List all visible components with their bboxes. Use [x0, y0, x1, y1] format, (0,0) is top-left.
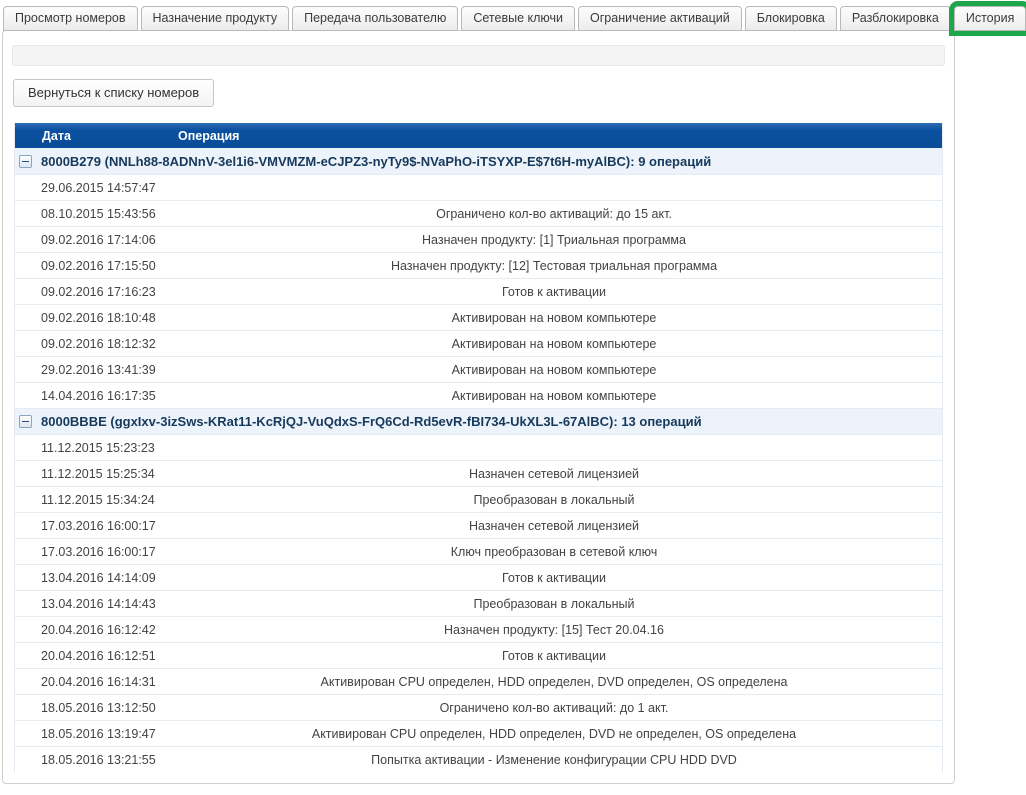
table-row [15, 642, 942, 668]
table-row [15, 382, 942, 408]
cell-operation: Готов к активации [501, 570, 607, 585]
cell-operation: Попытка активации - Изменение конфигурации CPU HDD DVD [371, 752, 737, 767]
cell-date: 14.04.2016 16:17:35 [41, 388, 156, 403]
cell-date: 29.06.2015 14:57:47 [41, 180, 156, 195]
cell-operation: Назначен продукту: [12] Тестовая триальная программа [390, 258, 718, 273]
content-panel [2, 30, 955, 784]
tab-4[interactable]: Сетевые ключи [461, 6, 575, 31]
cell-date: 09.02.2016 18:12:32 [41, 336, 156, 351]
table-row [15, 616, 942, 642]
table-row [15, 304, 942, 330]
cell-operation: Активирован на новом компьютере [451, 336, 657, 351]
tab-6[interactable]: Блокировка [745, 6, 837, 31]
collapse-minus-icon[interactable] [19, 155, 32, 168]
tab-8[interactable]: История [954, 6, 1026, 31]
grid-header-operation: Операция [178, 128, 240, 143]
back-to-list-button[interactable]: Вернуться к списку номеров [13, 79, 214, 107]
cell-date: 08.10.2015 15:43:56 [41, 206, 156, 221]
cell-operation: Активирован на новом компьютере [451, 310, 657, 325]
tab-3[interactable]: Передача пользователю [292, 6, 458, 31]
grid-header-row [15, 123, 942, 148]
cell-date: 29.02.2016 13:41:39 [41, 362, 156, 377]
cell-operation: Преобразован в локальный [473, 596, 635, 611]
cell-date: 11.12.2015 15:25:34 [41, 466, 155, 481]
cell-operation: Ключ преобразован в сетевой ключ [450, 544, 658, 559]
grid-body [15, 148, 942, 772]
tab-7[interactable]: Разблокировка [840, 6, 951, 31]
cell-operation: Активирован CPU определен, HDD определен, DVD не определен, OS определена [311, 726, 797, 741]
table-row [15, 694, 942, 720]
table-row [15, 226, 942, 252]
cell-date: 13.04.2016 14:14:43 [41, 596, 156, 611]
table-row [15, 356, 942, 382]
cell-date: 20.04.2016 16:12:42 [41, 622, 156, 637]
cell-operation: Ограничено кол-во активаций: до 1 акт. [439, 700, 669, 715]
table-row [15, 538, 942, 564]
table-row [15, 460, 942, 486]
cell-date: 18.05.2016 13:19:47 [41, 726, 156, 741]
cell-date: 17.03.2016 16:00:17 [41, 518, 156, 533]
tab-bar [0, 0, 1015, 31]
cell-operation: Готов к активации [501, 284, 607, 299]
group-row[interactable] [15, 148, 942, 174]
cell-date: 18.05.2016 13:12:50 [41, 700, 156, 715]
cell-date: 20.04.2016 16:14:31 [41, 674, 156, 689]
tab-2[interactable]: Назначение продукту [141, 6, 290, 31]
cell-operation: Готов к активации [501, 648, 607, 663]
group-title: 8000B279 (NNLh88-8ADNnV-3el1i6-VMVMZM-eCJPZ3-nyTy9$-NVaPhO-iTSYXP-E$7t6H-myAlBC): 9 операций [41, 153, 712, 169]
cell-date: 17.03.2016 16:00:17 [41, 544, 156, 559]
cell-operation: Назначен продукту: [15] Тест 20.04.16 [444, 622, 664, 637]
table-row [15, 278, 942, 304]
table-row [15, 434, 942, 460]
grid-header-date: Дата [42, 128, 71, 143]
cell-date: 09.02.2016 18:10:48 [41, 310, 156, 325]
history-grid [14, 123, 943, 772]
cell-date: 13.04.2016 14:14:09 [41, 570, 156, 585]
cell-date: 09.02.2016 17:15:50 [41, 258, 156, 273]
cell-date: 11.12.2015 15:23:23 [41, 440, 155, 455]
cell-operation: Активирован CPU определен, HDD определен, DVD определен, OS определена [320, 674, 788, 689]
table-row [15, 486, 942, 512]
table-row [15, 564, 942, 590]
table-row [15, 330, 942, 356]
cell-operation: Назначен сетевой лицензией [468, 466, 640, 481]
table-row [15, 512, 942, 538]
cell-operation: Ограничено кол-во активаций: до 15 акт. [436, 206, 672, 221]
cell-date: 11.12.2015 15:34:24 [41, 492, 155, 507]
table-row [15, 746, 942, 772]
table-row [15, 720, 942, 746]
cell-date: 09.02.2016 17:16:23 [41, 284, 156, 299]
cell-date: 20.04.2016 16:12:51 [41, 648, 156, 663]
cell-operation: Назначен продукту: [1] Триальная программа [422, 232, 686, 247]
collapse-minus-icon[interactable] [19, 415, 32, 428]
group-title: 8000BBBE (ggxIxv-3izSws-KRat11-KcRjQJ-VuQdxS-FrQ6Cd-Rd5evR-fBI734-UkXL3L-67AlBC): 13 операций [41, 414, 702, 429]
tab-5[interactable]: Ограничение активаций [578, 6, 742, 31]
cell-operation: Преобразован в локальный [473, 492, 635, 507]
table-row [15, 590, 942, 616]
group-row[interactable] [15, 408, 942, 434]
filter-strip [12, 45, 945, 66]
cell-date: 09.02.2016 17:14:06 [41, 232, 156, 247]
cell-operation: Активирован на новом компьютере [451, 388, 657, 403]
cell-date: 18.05.2016 13:21:55 [41, 752, 156, 767]
cell-operation: Назначен сетевой лицензией [468, 518, 640, 533]
tab-1[interactable]: Просмотр номеров [3, 6, 138, 31]
cell-operation: Активирован на новом компьютере [451, 362, 657, 377]
table-row [15, 174, 942, 200]
table-row [15, 668, 942, 694]
table-row [15, 252, 942, 278]
table-row [15, 200, 942, 226]
